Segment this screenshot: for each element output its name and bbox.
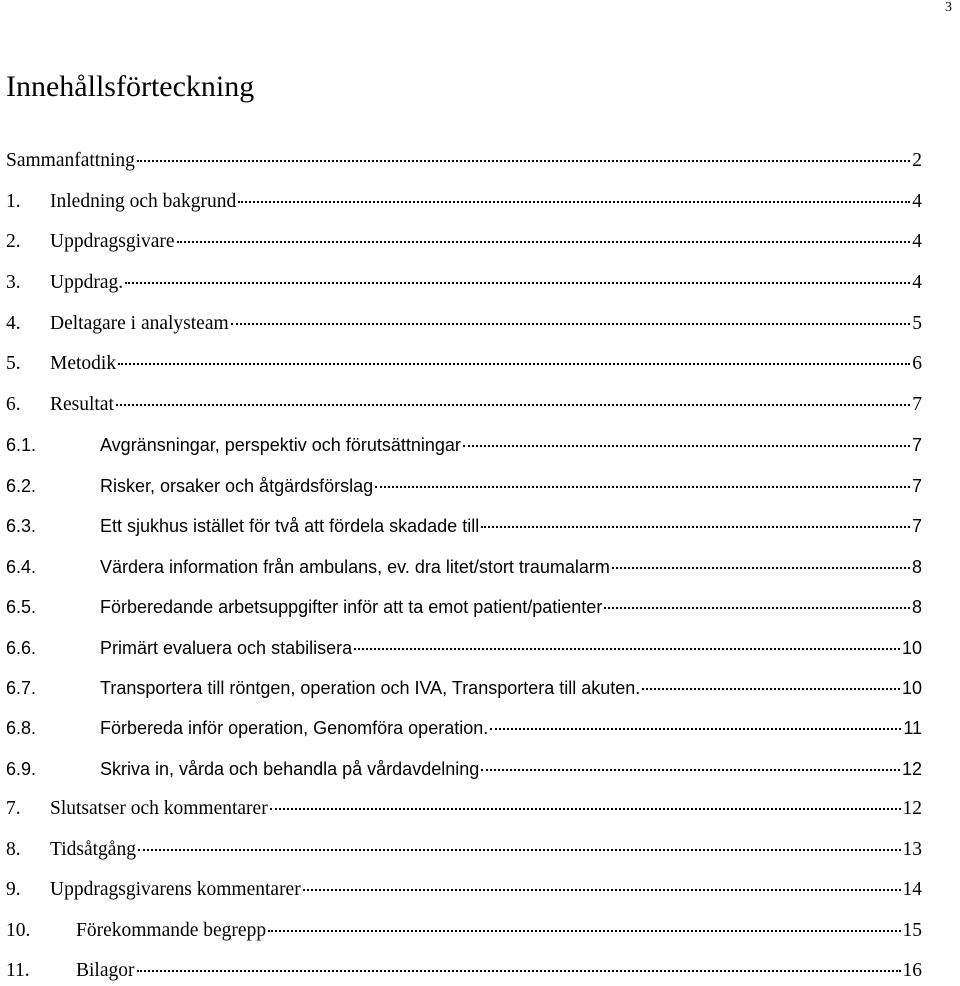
toc-entry[interactable] bbox=[6, 754, 922, 784]
toc-entry-label: Inledning och bakgrund bbox=[50, 191, 237, 212]
toc-entry-label: Tidsåtgång bbox=[50, 839, 136, 860]
toc-entry-label: Metodik bbox=[50, 353, 117, 374]
toc-entry[interactable] bbox=[6, 875, 922, 905]
toc-entry[interactable] bbox=[6, 794, 922, 824]
toc-leader-dots bbox=[137, 160, 910, 162]
toc-entry-number: 10. bbox=[6, 920, 31, 941]
toc-entry-label: Resultat bbox=[50, 394, 114, 415]
toc-entry[interactable] bbox=[6, 835, 922, 865]
toc-entry-number: 6.9. bbox=[6, 759, 37, 779]
toc-entry[interactable] bbox=[6, 227, 922, 257]
toc-leader-dots bbox=[463, 445, 910, 447]
toc-leader-dots bbox=[137, 970, 901, 972]
toc-entry-number: 6.1. bbox=[6, 435, 37, 455]
toc-leader-dots bbox=[118, 363, 910, 365]
toc-entry-page: 15 bbox=[902, 920, 922, 941]
toc-entry-number: 2. bbox=[6, 231, 21, 252]
toc-entry-page: 8 bbox=[911, 557, 922, 577]
toc-leader-dots bbox=[481, 526, 910, 528]
toc-entry-page: 4 bbox=[912, 191, 922, 212]
toc-entry-page: 11 bbox=[903, 718, 922, 738]
toc-entry-number: 6.4. bbox=[6, 557, 37, 577]
toc-entry-label: Uppdrag. bbox=[50, 272, 124, 293]
toc-entry[interactable] bbox=[6, 552, 922, 582]
toc-entry-label: Primärt evaluera och stabilisera bbox=[100, 638, 353, 658]
toc-entry-page: 6 bbox=[912, 353, 922, 374]
toc-leader-dots bbox=[270, 808, 901, 810]
toc-entry-page: 14 bbox=[902, 879, 922, 900]
toc-entry-label: Transportera till röntgen, operation och IVA, Transportera till akuten. bbox=[100, 678, 641, 698]
toc-entry[interactable] bbox=[6, 187, 922, 217]
toc-leader-dots bbox=[177, 241, 911, 243]
toc-entry[interactable] bbox=[6, 713, 922, 743]
toc-entry-label: Ett sjukhus istället för två att fördela skadade till bbox=[100, 516, 480, 536]
toc-leader-dots bbox=[612, 567, 910, 569]
toc-entry-number: 5. bbox=[6, 353, 21, 374]
toc-leader-dots bbox=[238, 201, 910, 203]
toc-entry-number: 7. bbox=[6, 798, 21, 819]
toc-leader-dots bbox=[375, 486, 910, 488]
toc-entry-number: 9. bbox=[6, 879, 21, 900]
toc-title: Innehållsförteckning bbox=[6, 70, 255, 103]
toc-entry[interactable] bbox=[6, 349, 922, 379]
toc-leader-dots bbox=[490, 728, 901, 730]
toc-entry-page: 12 bbox=[901, 759, 922, 779]
toc-entry[interactable] bbox=[6, 309, 922, 339]
toc-entry-number: 6.7. bbox=[6, 678, 37, 698]
toc-leader-dots bbox=[642, 688, 900, 690]
toc-entry[interactable] bbox=[6, 956, 922, 986]
toc-entry-page: 2 bbox=[912, 150, 922, 171]
toc-entry[interactable] bbox=[6, 430, 922, 460]
toc-entry[interactable] bbox=[6, 633, 922, 663]
toc-entry-page: 7 bbox=[911, 435, 922, 455]
toc-entry[interactable] bbox=[6, 592, 922, 622]
toc-leader-dots bbox=[354, 648, 900, 650]
toc-entry-number: 3. bbox=[6, 272, 21, 293]
toc-leader-dots bbox=[116, 404, 910, 406]
toc-entry-label: Förekommande begrepp bbox=[76, 920, 267, 941]
toc-entry-number: 6.2. bbox=[6, 476, 37, 496]
toc-entry-page: 10 bbox=[901, 678, 922, 698]
toc-entry-page: 8 bbox=[911, 597, 922, 617]
toc-entry-label: Förbereda inför operation, Genomföra operation. bbox=[100, 718, 489, 738]
toc-entry-label: Avgränsningar, perspektiv och förutsättningar bbox=[100, 435, 461, 455]
toc-entry-label: Förberedande arbetsuppgifter inför att ta emot patient/patienter bbox=[100, 597, 603, 617]
toc-entry-page: 7 bbox=[911, 476, 922, 496]
toc-entry-page: 10 bbox=[901, 638, 922, 658]
toc-entry-page: 4 bbox=[912, 231, 922, 252]
toc-entry-page: 16 bbox=[902, 960, 922, 981]
toc-entry-label: Uppdragsgivare bbox=[50, 231, 175, 252]
toc-entry[interactable] bbox=[6, 916, 922, 946]
toc-leader-dots bbox=[268, 930, 900, 932]
toc-entry-page: 12 bbox=[902, 798, 922, 819]
toc-leader-dots bbox=[604, 607, 910, 609]
toc-entry-label: Värdera information från ambulans, ev. dra litet/stort traumalarm bbox=[100, 557, 610, 577]
toc-leader-dots bbox=[138, 849, 901, 851]
toc-entry[interactable] bbox=[6, 673, 922, 703]
toc-entry[interactable] bbox=[6, 146, 922, 176]
page-number: 3 bbox=[945, 0, 952, 15]
toc-leader-dots bbox=[125, 282, 910, 284]
toc-entry-page: 7 bbox=[912, 394, 922, 415]
toc-entry-label: Uppdragsgivarens kommentarer bbox=[50, 879, 301, 900]
toc-leader-dots bbox=[303, 889, 901, 891]
toc-entry-number: 6.8. bbox=[6, 718, 37, 738]
toc-entry-page: 5 bbox=[912, 313, 922, 334]
toc-entry-label: Deltagare i analysteam bbox=[50, 313, 229, 334]
toc-entry-label: Bilagor bbox=[76, 960, 135, 981]
toc-entry-number: 6. bbox=[6, 394, 21, 415]
toc-entry[interactable] bbox=[6, 471, 922, 501]
toc-leader-dots bbox=[481, 769, 900, 771]
toc-entry-label: Risker, orsaker och åtgärdsförslag bbox=[100, 476, 374, 496]
toc-entry-number: 6.3. bbox=[6, 516, 37, 536]
toc-entry-number: 1. bbox=[6, 191, 21, 212]
toc-entry-number: 8. bbox=[6, 839, 21, 860]
toc-entry-number: 4. bbox=[6, 313, 21, 334]
toc-entry[interactable] bbox=[6, 268, 922, 298]
toc-entry-page: 7 bbox=[911, 516, 922, 536]
toc-entry-page: 4 bbox=[912, 272, 922, 293]
toc-entry-label: Sammanfattning bbox=[6, 150, 135, 171]
toc-entry[interactable] bbox=[6, 390, 922, 420]
toc-entry-page: 13 bbox=[902, 839, 922, 860]
toc-entry-label: Slutsatser och kommentarer bbox=[50, 798, 268, 819]
toc-entry[interactable] bbox=[6, 511, 922, 541]
toc-entry-number: 11. bbox=[6, 960, 30, 981]
toc-entry-number: 6.6. bbox=[6, 638, 37, 658]
toc-entry-number: 6.5. bbox=[6, 597, 37, 617]
toc-entry-label: Skriva in, vårda och behandla på vårdavdelning bbox=[100, 759, 480, 779]
toc-leader-dots bbox=[231, 323, 911, 325]
